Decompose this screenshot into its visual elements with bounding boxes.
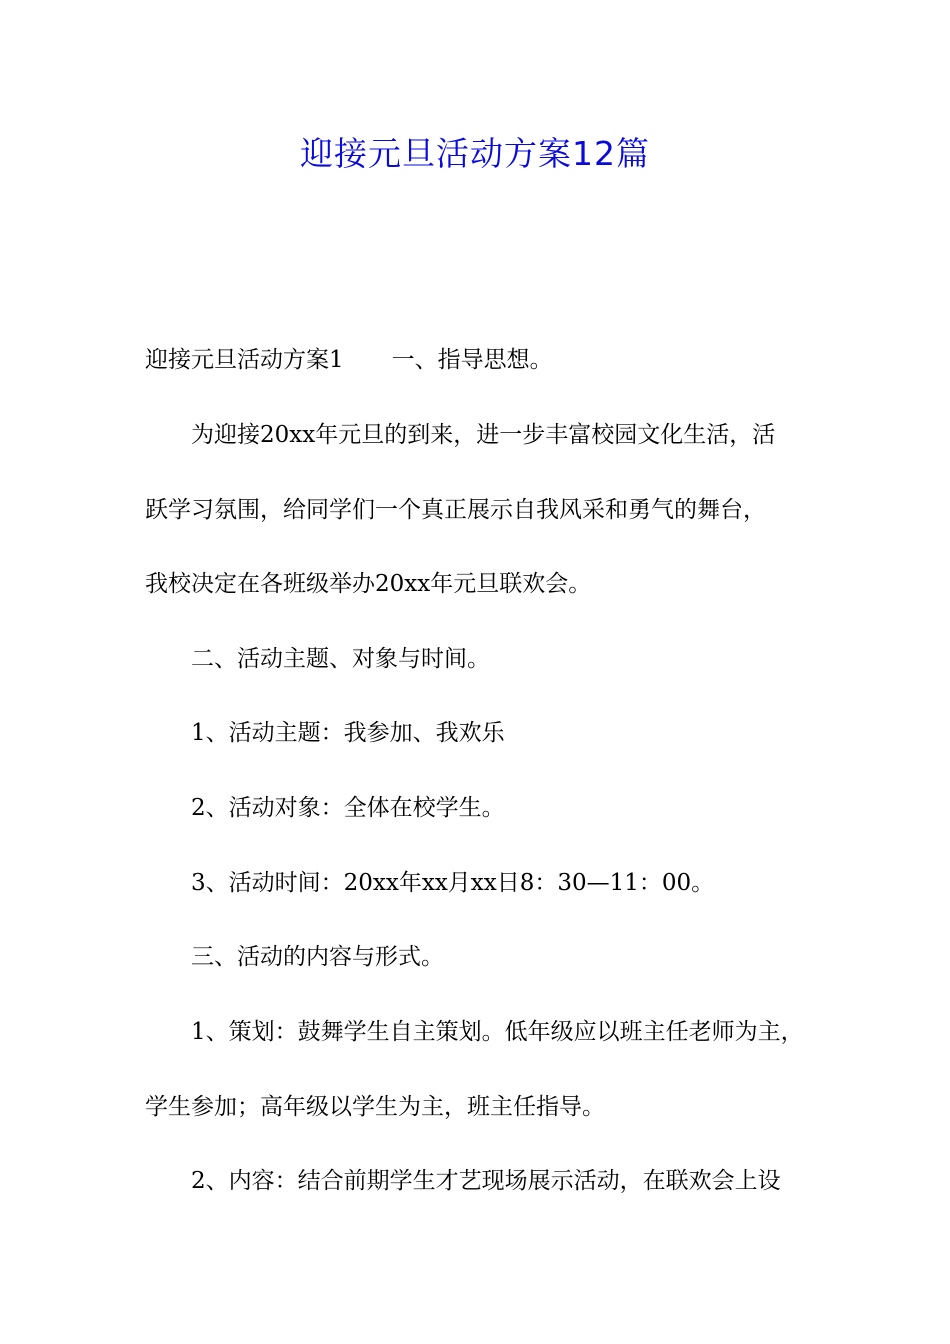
- section-heading: 三、活动的内容与形式。: [191, 944, 444, 970]
- paragraph-line: 为迎接20xx年元旦的到来，进一步丰富校园文化生活，活: [191, 422, 776, 448]
- paragraph-line: 跃学习氛围，给同学们一个真正展示自我风采和勇气的舞台，: [145, 497, 766, 523]
- section-heading-title: 迎接元旦活动方案1: [145, 347, 344, 373]
- list-item: 1、策划：鼓舞学生自主策划。低年级应以班主任老师为主，: [191, 1019, 804, 1045]
- list-item: 3、活动时间：20xx年xx月xx日8：30—11：00。: [191, 870, 715, 896]
- list-item: 2、内容：结合前期学生才艺现场展示活动，在联欢会上设: [191, 1168, 781, 1194]
- first-paragraph-line: [145, 345, 810, 375]
- paragraph-line: 我校决定在各班级举办20xx年元旦联欢会。: [145, 571, 592, 597]
- list-item: 2、活动对象：全体在校学生。: [191, 795, 505, 821]
- list-item: 1、活动主题：我参加、我欢乐: [191, 720, 505, 746]
- section-heading-guiding-thought: 一、指导思想。: [391, 347, 553, 373]
- document-title: 迎接元旦活动方案12篇: [300, 134, 650, 173]
- paragraph-line: 学生参加；高年级以学生为主，班主任指导。: [145, 1094, 605, 1120]
- section-heading: 二、活动主题、对象与时间。: [191, 646, 490, 672]
